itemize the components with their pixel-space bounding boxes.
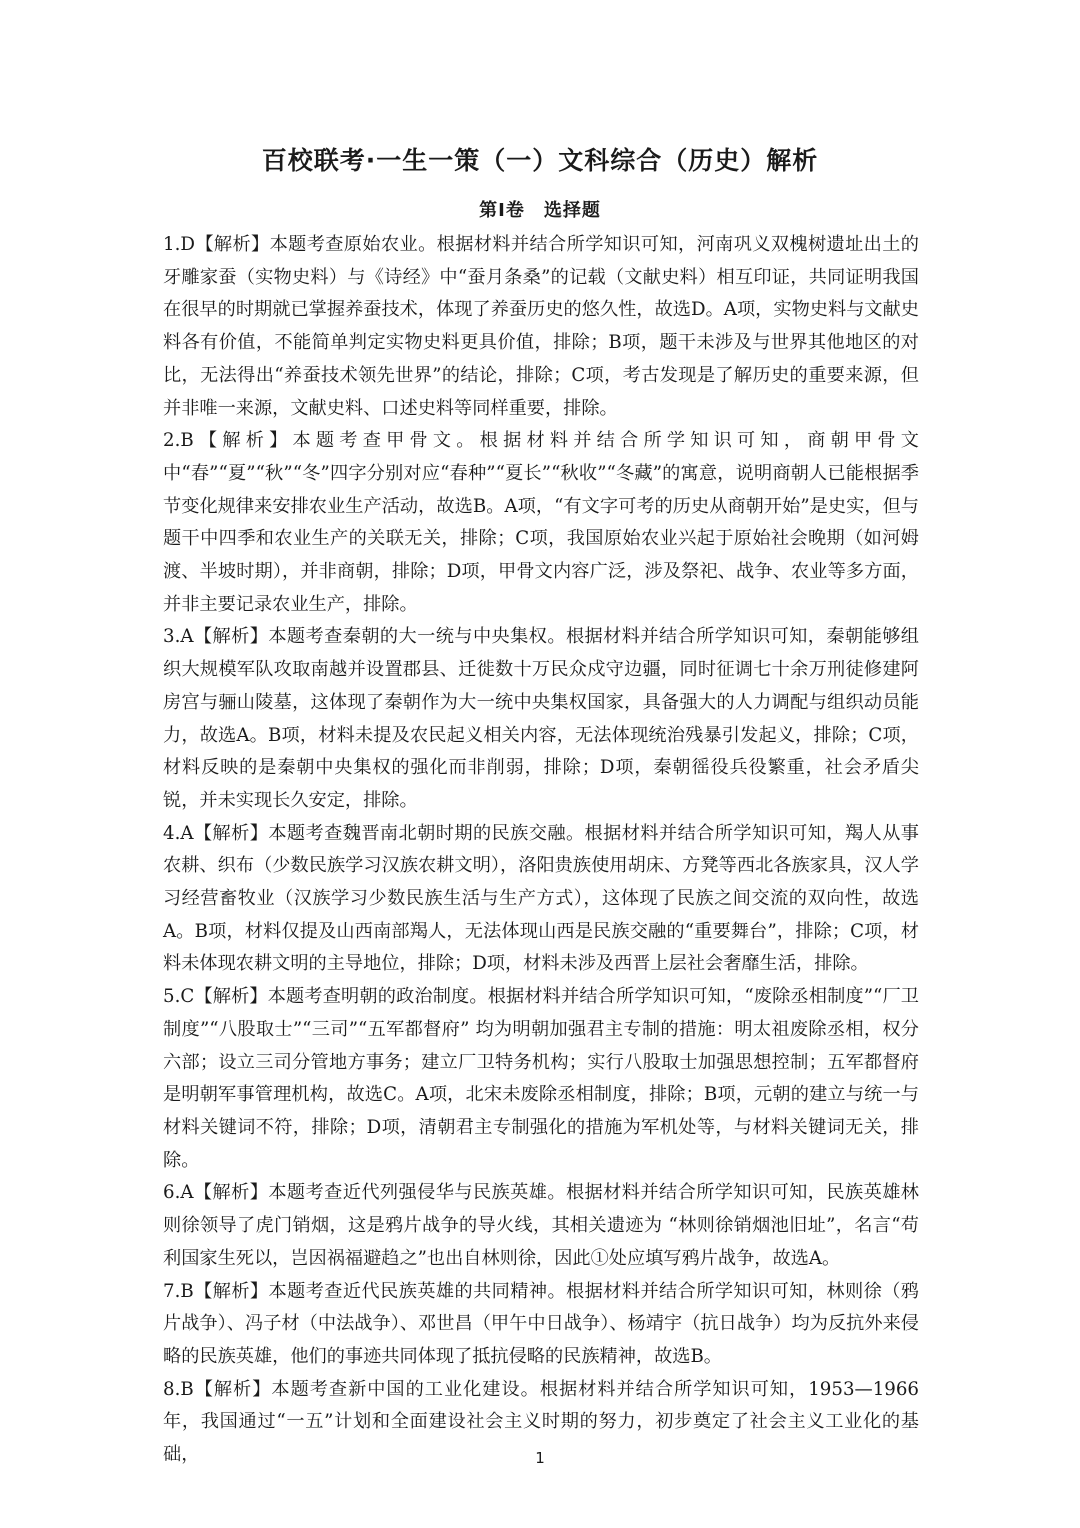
answer-list [163,229,919,1472]
answer-paragraph-3: 3.A【解析】本题考查秦朝的大一统与中央集权。根据材料并结合所学知识可知，秦朝能够组织大规模军队攻取南越并设置郡县、迁徙数十万民众戍守边疆，同时征调七十余万刑徒修建阿房宫与骊山陵墓，这体现了秦朝作为大一统中央集权国家，具备强大的人力调配与组织动员能力，故选A。B项，材料未提及农民起义相关内容，无法体现统治残暴引发起义，排除；C项，材料反映的是秦朝中央集权的强化而非削弱，排除；D项，秦朝徭役兵役繁重，社会矛盾尖锐，并未实现长久安定，排除。 [163,626,919,811]
answer-paragraph-5: 5.C【解析】本题考查明朝的政治制度。根据材料并结合所学知识可知，“废除丞相制度”“厂卫制度”“八股取士”“三司”“五军都督府” 均为明朝加强君主专制的措施：明太祖废除丞相，权分六部；设立三司分管地方事务；建立厂卫特务机构；实行八股取士加强思想控制；五军都督府是明朝军事管理机构，故选C。A项，北宋未废除丞相制度，排除；B项，元朝的建立与统一与材料关键词不符，排除；D项，清朝君主专制强化的措施为军机处等，与材料关键词无关，排除。 [163,986,919,1171]
answer-paragraph-7: 7.B【解析】本题考查近代民族英雄的共同精神。根据材料并结合所学知识可知，林则徐（鸦片战争）、冯子材（中法战争）、邓世昌（甲午中日战争）、杨靖宇（抗日战争）均为反抗外来侵略的民族英雄，他们的事迹共同体现了抵抗侵略的民族精神，故选B。 [163,1280,919,1367]
answer-paragraph-2: 2.B【解析】本题考查甲骨文。根据材料并结合所学知识可知，商朝甲骨文中“春”“夏”“秋”“冬”四字分别对应“春种”“夏长”“秋收”“冬藏”的寓意，说明商朝人已能根据季节变化规律来安排农业生产活动，故选B。A项，“有文字可考的历史从商朝开始”是史实，但与题干中四季和农业生产的关联无关，排除；C项，我国原始农业兴起于原始社会晚期（如河姆渡、半坡时期），并非商朝，排除；D项，甲骨文内容广泛，涉及祭祀、战争、农业等多方面，并非主要记录农业生产，排除。 [163,430,919,615]
document-title: 百校联考·一生一策（一）文科综合（历史）解析 [261,146,819,175]
answer-paragraph-6: 6.A【解析】本题考查近代列强侵华与民族英雄。根据材料并结合所学知识可知，民族英雄林则徐领导了虎门销烟，这是鸦片战争的导火线，其相关遗迹为 “林则徐销烟池旧址”，名言“苟利国家生死以，岂因祸福避趋之”也出自林则徐，因此①处应填写鸦片战争，故选A。 [163,1182,919,1269]
section-title: 第Ⅰ卷 选择题 [479,200,601,221]
answer-paragraph-1: 1.D【解析】本题考查原始农业。根据材料并结合所学知识可知，河南巩义双槐树遗址出土的牙雕家蚕（实物史料）与《诗经》中“蚕月条桑”的记载（文献史料）相互印证，共同证明我国在很早的时期就已掌握养蚕技术，体现了养蚕历史的悠久性，故选D。A项，实物史料与文献史料各有价值，不能简单判定实物史料更具价值，排除；B项，题干未涉及与世界其他地区的对比，无法得出“养蚕技术领先世界”的结论，排除；C项，考古发现是了解历史的重要来源，但并非唯一来源，文献史料、口述史料等同样重要，排除。 [163,234,919,419]
page-number: 1 [535,1449,545,1467]
answer-paragraph-8: 8.B【解析】本题考查新中国的工业化建设。根据材料并结合所学知识可知，1953—1966年，我国通过“一五”计划和全面建设社会主义时期的努力，初步奠定了社会主义工业化的基础， [163,1378,919,1466]
answer-paragraph-4: 4.A【解析】本题考查魏晋南北朝时期的民族交融。根据材料并结合所学知识可知，羯人从事农耕、织布（少数民族学习汉族农耕文明），洛阳贵族使用胡床、方凳等西北各族家具，汉人学习经营畜牧业（汉族学习少数民族生活与生产方式），这体现了民族之间交流的双向性，故选A。B项，材料仅提及山西南部羯人，无法体现山西是民族交融的“重要舞台”，排除；C项，材料未体现农耕文明的主导地位，排除；D项，材料未涉及西晋上层社会奢靡生活，排除。 [163,822,919,975]
